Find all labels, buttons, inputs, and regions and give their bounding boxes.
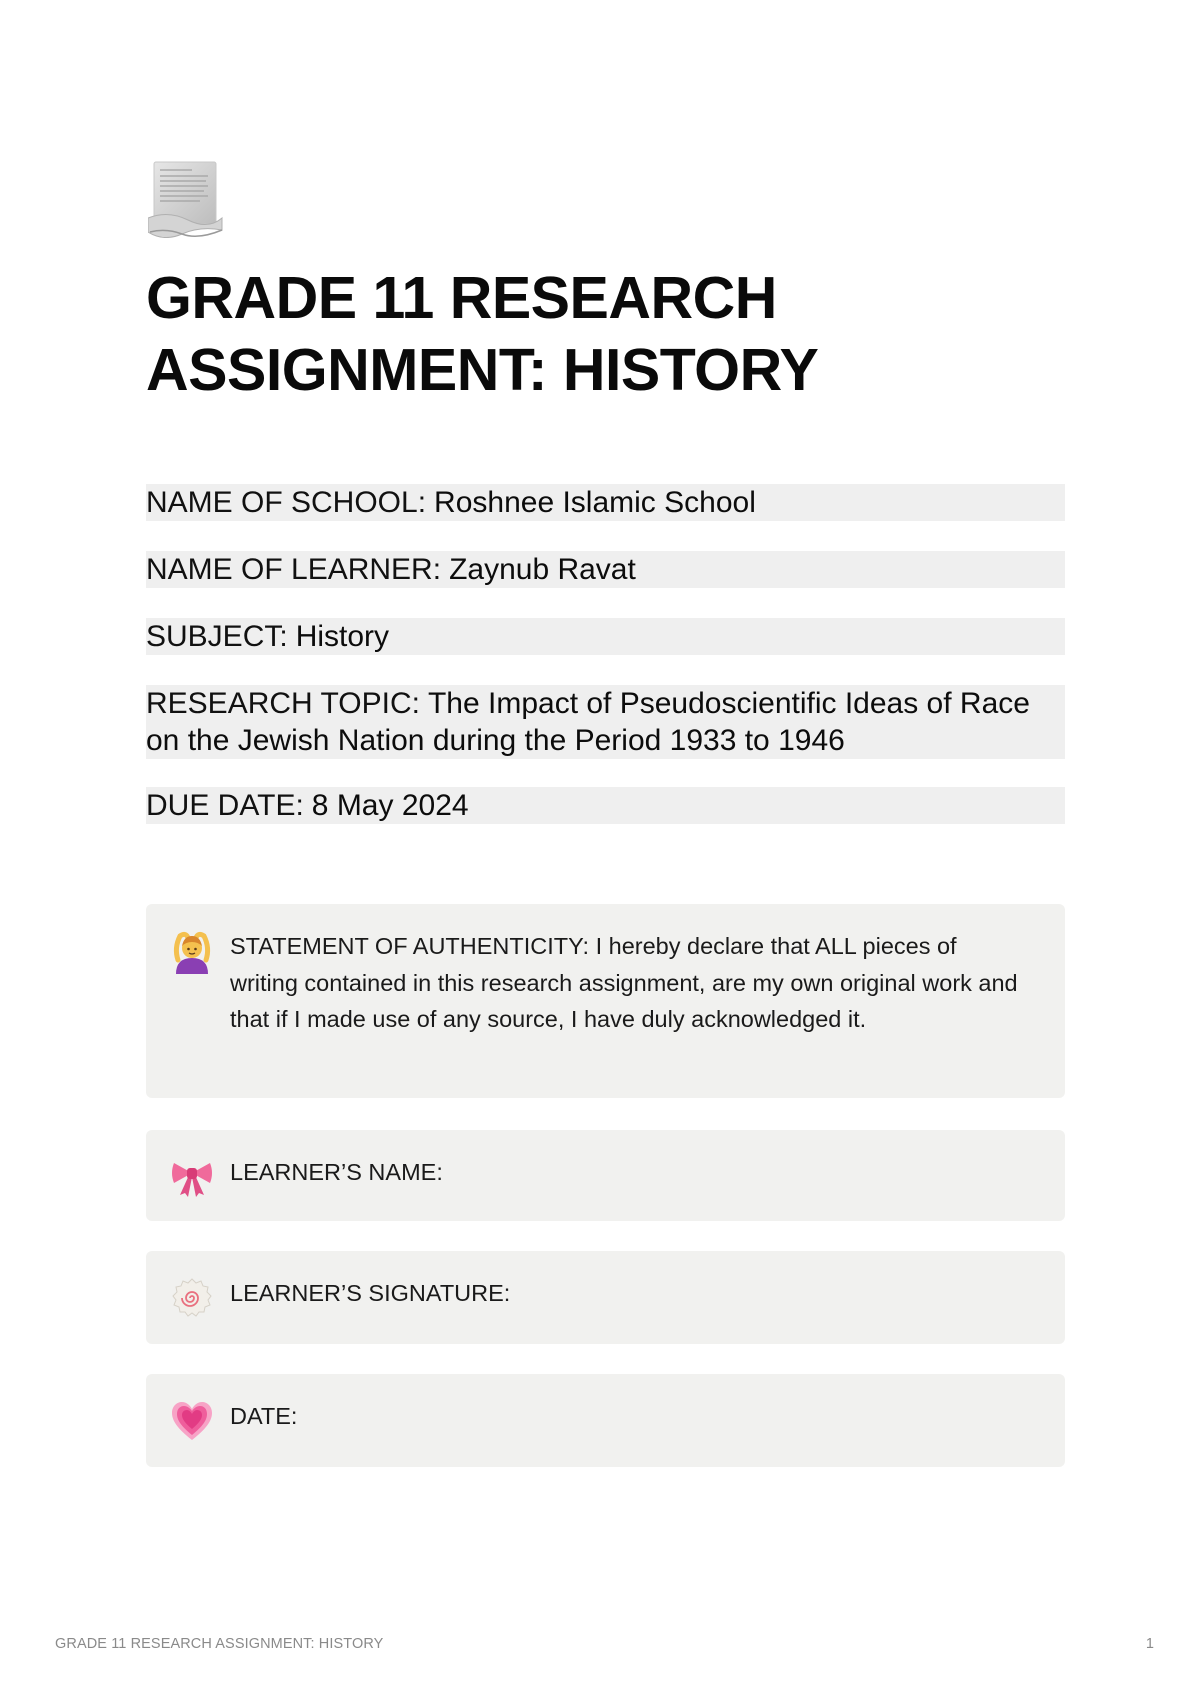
growing-heart-icon <box>170 1399 214 1443</box>
subject-label: SUBJECT: <box>146 620 288 653</box>
research-topic-field <box>146 685 1065 759</box>
footer-title: GRADE 11 RESEARCH ASSIGNMENT: HISTORY <box>55 1636 384 1652</box>
learner-name-value: Zaynub Ravat <box>449 553 636 586</box>
document-title: GRADE 11 RESEARCH ASSIGNMENT: HISTORY <box>146 265 819 403</box>
fish-cake-swirl-icon <box>170 1276 214 1320</box>
subject-value: History <box>295 620 390 653</box>
learner-signature-prompt: LEARNER’S SIGNATURE: <box>230 1280 511 1306</box>
learner-name-field <box>146 551 1065 588</box>
due-date-field <box>146 787 1065 824</box>
due-date-label: DUE DATE: <box>146 789 304 822</box>
school-name-field <box>146 484 1065 521</box>
authenticity-statement: STATEMENT OF AUTHENTICITY: I hereby declare that ALL pieces of writing contained in this research assignment, are my own original work and that if I made use of any source, I have duly acknowledged it. <box>230 933 1018 1032</box>
learner-name-callout <box>146 1130 1065 1221</box>
research-topic-label: RESEARCH TOPIC: <box>146 687 420 720</box>
assignment-details <box>146 484 1065 854</box>
due-date-value: 8 May 2024 <box>311 789 469 822</box>
page-number: 1 <box>1145 1636 1154 1652</box>
date-callout <box>146 1374 1065 1467</box>
school-name-value: Roshnee Islamic School <box>434 486 756 519</box>
research-topic-value: The Impact of Pseudoscientific Ideas of Race on the Jewish Nation during the Period 1933 to 1946 <box>146 687 1030 757</box>
person-raising-hand-icon <box>170 930 214 974</box>
learner-name-prompt: LEARNER’S NAME: <box>230 1159 443 1185</box>
learner-signature-callout <box>146 1251 1065 1344</box>
ribbon-bow-icon <box>170 1155 214 1199</box>
learner-name-label: NAME OF LEARNER: <box>146 553 442 586</box>
authenticity-callout <box>146 904 1065 1098</box>
page-footer <box>55 1636 1154 1652</box>
school-name-label: NAME OF SCHOOL: <box>146 486 427 519</box>
date-prompt: DATE: <box>230 1403 298 1429</box>
scroll-icon <box>148 160 224 238</box>
subject-field <box>146 618 1065 655</box>
